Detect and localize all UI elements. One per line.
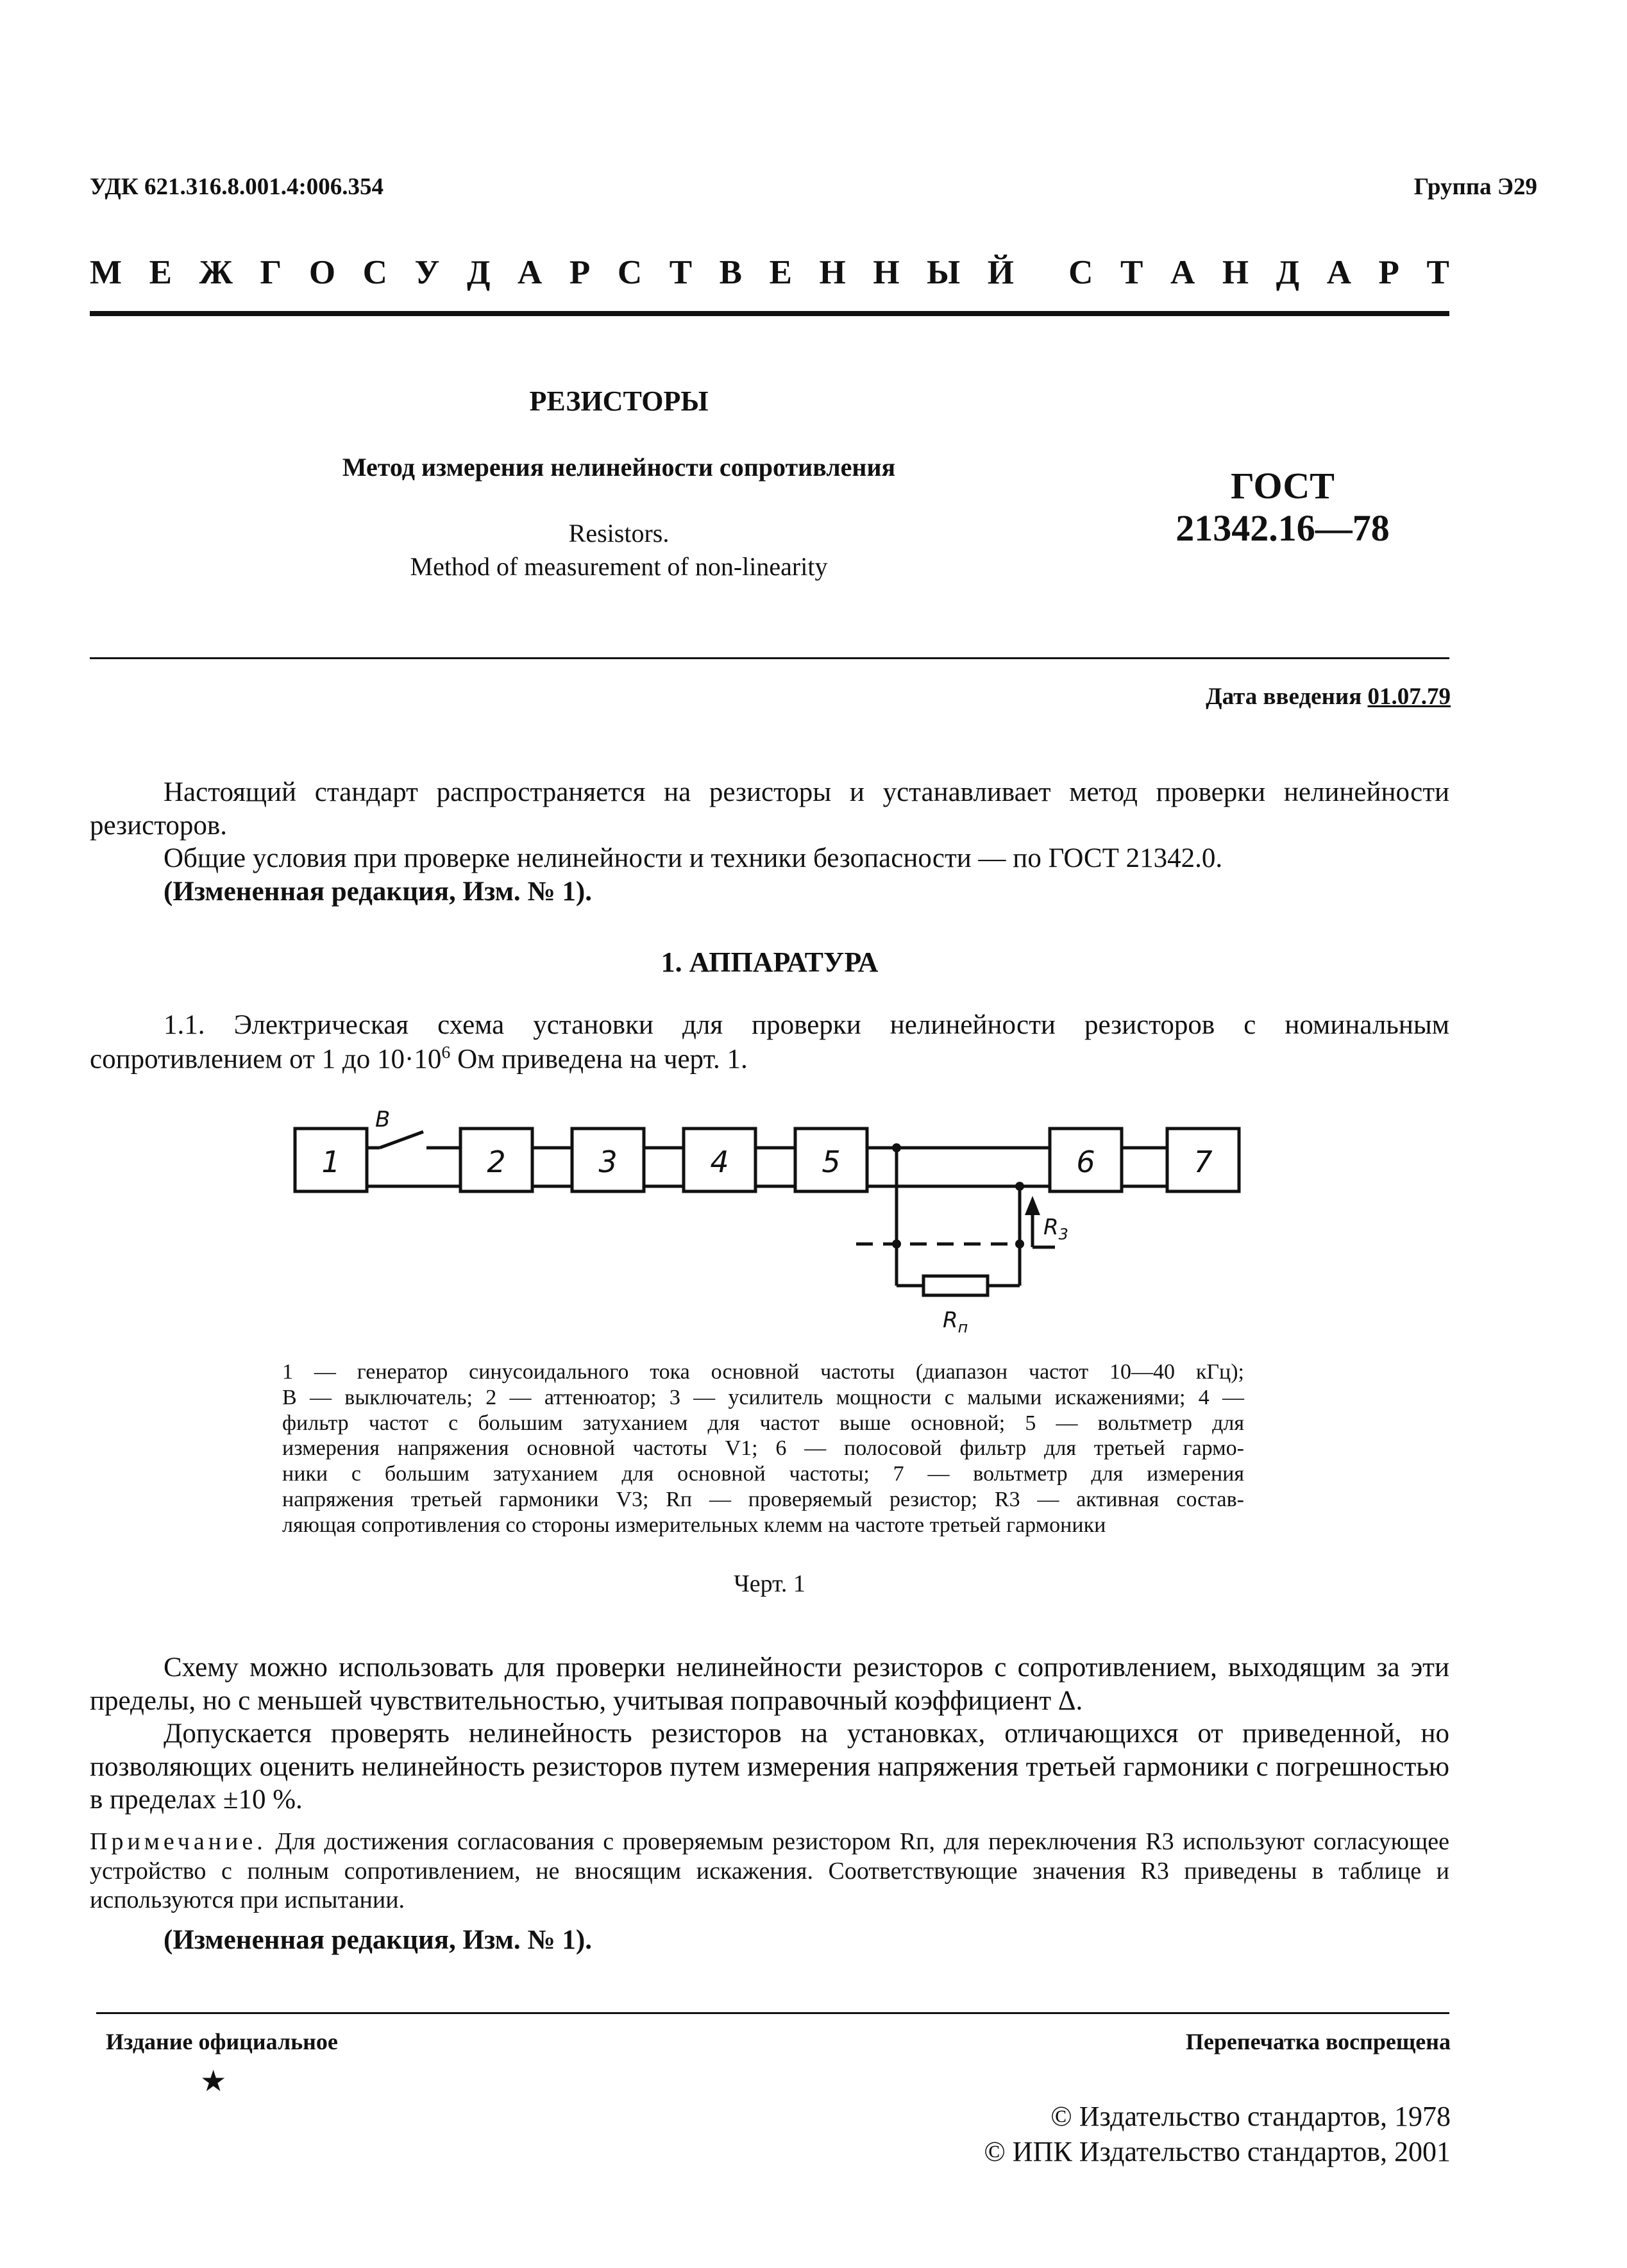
caption-line: B — выключатель; 2 — аттенюатор; 3 — усилитель мощности с малыми искажениями; 4 — xyxy=(282,1385,1244,1409)
english-title-line1: Resistors. xyxy=(568,519,670,548)
heading-letter: Д xyxy=(467,254,491,291)
heading-letter: Т xyxy=(669,254,693,291)
resistor-rp xyxy=(923,1276,988,1295)
caption-line: фильтр частот с большим затуханием для частот выше основной; 5 — вольтметр для xyxy=(282,1411,1244,1435)
date-value: 01.07.79 xyxy=(1367,684,1451,710)
introduction-date xyxy=(1206,683,1451,710)
heading-letter: О xyxy=(308,254,336,291)
heading-letter: Н xyxy=(819,254,846,291)
date-label: Дата введения xyxy=(1206,684,1368,710)
amendment-note: (Измененная редакция, Изм. № 1). xyxy=(164,877,592,907)
caption-line: ляющая сопротивления со стороны измерительных клемм на частоте третьей гармоники xyxy=(282,1513,1106,1537)
block-label: 4 xyxy=(710,1145,729,1179)
switch-b xyxy=(380,1132,423,1148)
caption-line: ники с большим затуханием для основной частоты; 7 — вольтметр для измерения xyxy=(282,1462,1244,1486)
official-edition: Издание официальное xyxy=(106,2029,338,2054)
udk-code: УДК 621.316.8.001.4:006.354 xyxy=(90,174,384,200)
document-title: РЕЗИСТОРЫ xyxy=(529,385,709,417)
heading-letter: А xyxy=(518,254,543,291)
body-paragraph-1: Схему можно использовать для проверки нелинейности резисторов с сопротивлением, выходящим за эти пределы, но с меньшей чувствительностью, учитывая поправочный коэффициент Δ. xyxy=(90,1652,1449,1716)
heading-letter: Г xyxy=(260,254,282,291)
footer-rule xyxy=(96,2012,1449,2014)
heading-letter: В xyxy=(719,254,743,291)
group-code: Группа Э29 xyxy=(1413,174,1537,200)
figure-label: Черт. 1 xyxy=(734,1570,805,1597)
heading-letter: Ы xyxy=(927,254,961,291)
heading-letter: А xyxy=(1170,254,1195,291)
gost-number: 21342.16—78 xyxy=(1176,507,1390,549)
caption-line: 1 — генератор синусоидального тока основной частоты (диапазон частот 10—40 кГц); xyxy=(282,1360,1244,1384)
heading-letter: Т xyxy=(1426,254,1449,291)
heading-letter: А xyxy=(1326,254,1351,291)
switch-label: B xyxy=(375,1107,391,1132)
section-heading: 1. АППАРАТУРА xyxy=(661,946,879,978)
heading-letter: Т xyxy=(1120,254,1143,291)
amendment-note-2: (Измененная редакция, Изм. № 1). xyxy=(164,1925,592,1955)
star-icon: ★ xyxy=(200,2065,227,2097)
heading-letter: Е xyxy=(769,254,792,291)
interstate-standard-heading xyxy=(90,253,1449,292)
block-label: 3 xyxy=(598,1145,618,1179)
block-label: 1 xyxy=(321,1145,341,1179)
reprint-prohibited: Перепечатка воспрещена xyxy=(1185,2029,1451,2054)
general-conditions-paragraph: Общие условия при проверке нелинейности и техники безопасности — по ГОСТ 21342.0. xyxy=(164,843,1223,873)
block-label: 6 xyxy=(1076,1145,1095,1179)
english-title-line2: Method of measurement of non-linearity xyxy=(410,552,828,581)
clause-1-1: 1.1. Электрическая схема установки для проверки нелинейности резисторов с номинальным сопротивлением от 1 до $10\cdot 10^6$ Ом приведена на черт. 1. xyxy=(90,1010,1449,1074)
heading-letter: Й xyxy=(987,254,1015,291)
circuit-diagram xyxy=(282,1100,1257,1347)
heading-letter: М xyxy=(90,254,122,291)
gost-designation xyxy=(1148,465,1417,549)
r3-arrow-icon xyxy=(1025,1196,1040,1215)
gost-label: ГОСТ xyxy=(1231,465,1335,507)
heading-letter: Н xyxy=(873,254,900,291)
heading-letter: Ж xyxy=(199,254,233,291)
copyright-1978: © Издательство стандартов, 1978 xyxy=(1050,2101,1451,2132)
block-label: 5 xyxy=(822,1145,841,1179)
heading-letter: Е xyxy=(149,254,172,291)
heading-letter: Д xyxy=(1276,254,1300,291)
caption-line: измерения напряжения основной частоты V1; 6 — полосовой фильтр для третьей гармо- xyxy=(282,1436,1244,1461)
caption-line: напряжения третьей гармоники V3; Rп — проверяемый резистор; R3 — активная состав- xyxy=(282,1487,1244,1511)
body-paragraph-2: Допускается проверять нелинейность резисторов на установках, отличающихся от приведенной, но позволяющих оценить нелинейность резисторов путем измерения напряжения третьей гармоники с погрешностью в пределах ±10 %. xyxy=(90,1718,1449,1815)
heading-letter: Р xyxy=(569,254,591,291)
heading-letter: Н xyxy=(1222,254,1249,291)
heading-letter: С xyxy=(362,254,387,291)
rp-label: $R_п$ xyxy=(943,1307,968,1336)
copyright-2001: © ИПК Издательство стандартов, 2001 xyxy=(984,2136,1451,2167)
r3-label: $R_3$ xyxy=(1043,1214,1068,1243)
document-subtitle: Метод измерения нелинейности сопротивления xyxy=(342,453,896,482)
header-rule xyxy=(90,311,1449,316)
block-label: 7 xyxy=(1193,1145,1213,1179)
title-rule xyxy=(90,657,1449,659)
note-paragraph: Примечание. Для достижения согласования с проверяемым резистором Rп, для переключения R3 используют согласующее устройство с полным сопротивлением, не вносящим искажения. Соответствующие значения R3 приведены в таблице и используются при испытании. xyxy=(90,1828,1449,1914)
heading-letter: У xyxy=(414,254,440,291)
intro-paragraph: Настоящий стандарт распространяется на резисторы и устанавливает метод проверки нелинейности резисторов. xyxy=(90,777,1449,841)
heading-letter: С xyxy=(1068,254,1093,291)
block-label: 2 xyxy=(487,1145,506,1179)
heading-letter: С xyxy=(617,254,643,291)
figure-caption xyxy=(282,1359,1244,1538)
heading-letter: Р xyxy=(1378,254,1399,291)
